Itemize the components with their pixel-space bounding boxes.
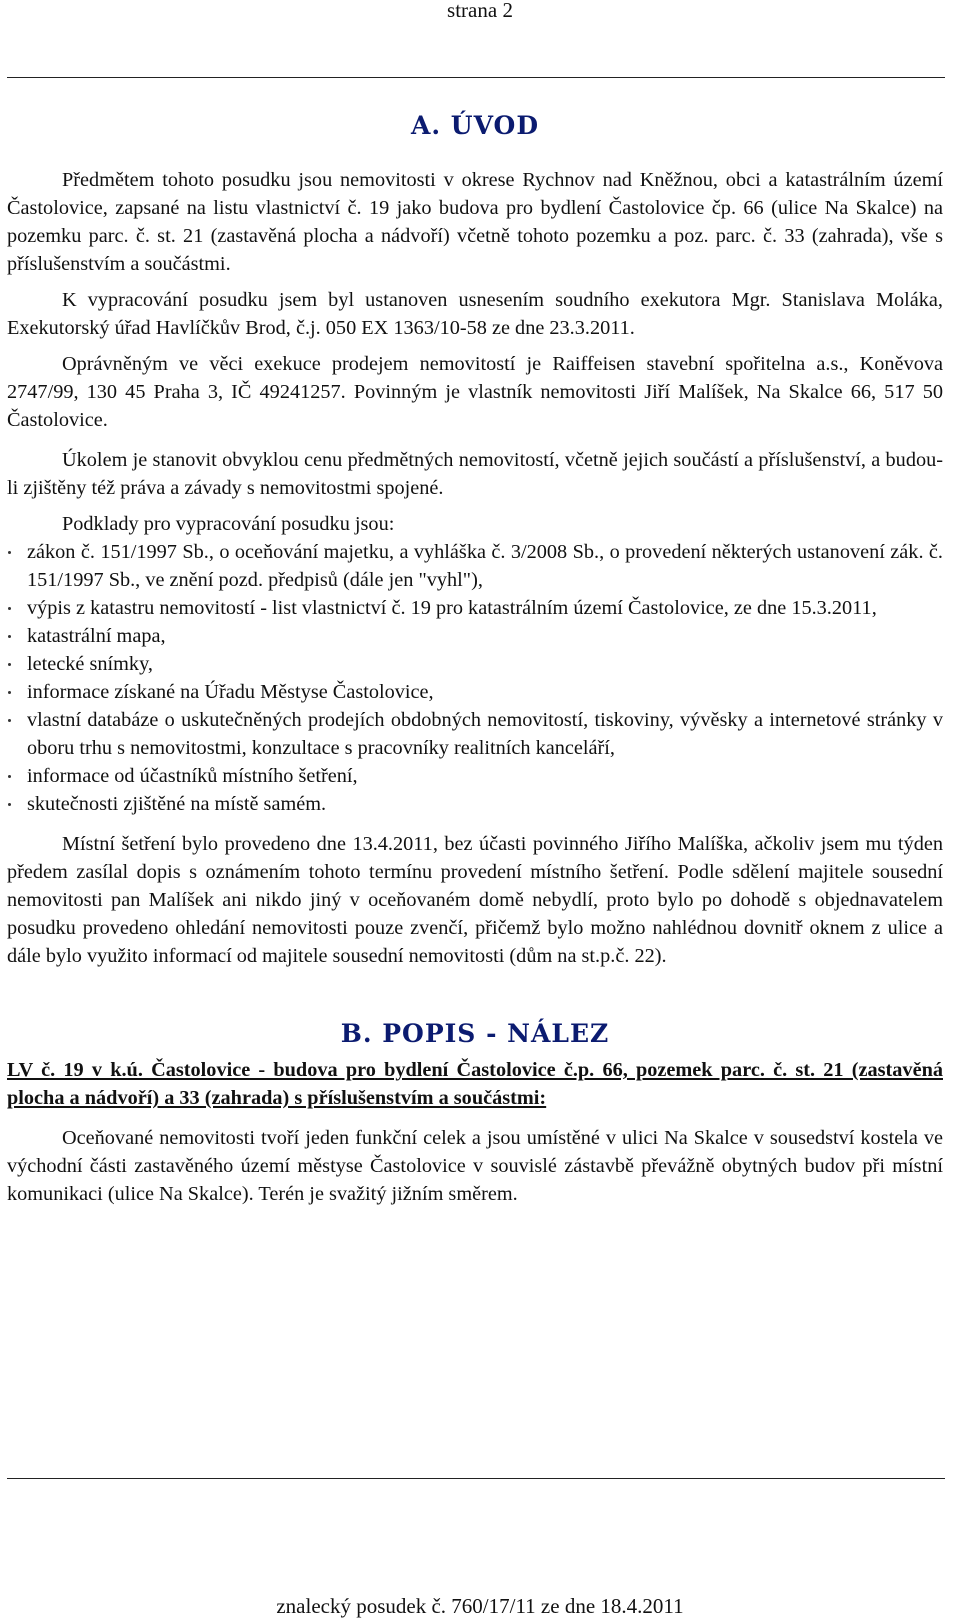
list-item: informace od účastníků místního šetření,: [7, 762, 943, 790]
document-body: [7, 108, 943, 1208]
paragraph-subject: Předmětem tohoto posudku jsou nemovitosti v okrese Rychnov nad Kněžnou, obci a katastrálním území Častolovice, zapsané na listu vlastnictví č. 19 jako budova pro bydlení Častolovice čp. 66 (ulice Na Skalce) na pozemku parc. č. st. 21 (zastavěná plocha a nádvoří) včetně tohoto pozemku a poz. parc. č. 33 (zahrada), vše s příslušenstvím a součástmi.: [7, 169, 943, 275]
sources-list: [7, 538, 943, 818]
paragraph-sources-intro: Podklady pro vypracování posudku jsou:: [62, 513, 395, 535]
header-divider: [7, 77, 945, 78]
list-item: letecké snímky,: [7, 650, 943, 678]
paragraph-parties: Oprávněným ve věci exekuce prodejem nemovitostí je Raiffeisen stavební spořitelna a.s., Koněvova 2747/99, 130 45 Praha 3, IČ 49241257. Povinným je vlastník nemovitosti Jiří Malíšek, Na Skalce 66, 517 50 Častolovice.: [7, 353, 943, 431]
list-item: výpis z katastru nemovitostí - list vlastnictví č. 19 pro katastrálním území Častolovice, ze dne 15.3.2011,: [7, 594, 943, 622]
section-a-heading: A. ÚVOD: [410, 111, 540, 140]
list-item: katastrální mapa,: [7, 622, 943, 650]
footer-divider: [7, 1478, 945, 1479]
report-reference: znalecký posudek č. 760/17/11 ze dne 18.4.2011: [276, 1594, 684, 1618]
page-number: strana 2: [447, 0, 513, 22]
list-item: skutečnosti zjištěné na místě samém.: [7, 790, 943, 818]
property-subheading: LV č. 19 v k.ú. Častolovice - budova pro bydlení Častolovice č.p. 66, pozemek parc. č. st. 21 (zastavěná plocha a nádvoří) a 33 (zahrada) s příslušenstvím a součástmi:: [7, 1059, 943, 1109]
paragraph-inspection: Místní šetření bylo provedeno dne 13.4.2011, bez účasti povinného Jiřího Malíška, ačkoliv jsem mu týden předem zasílal dopis s oznámením tohoto termínu provedení místního šetření. Podle sdělení majitele sousední nemovitosti pan Malíšek ani nikdo jiný v oceňovaném domě nebydlí, proto bylo po dohodě s objednavatelem posudku provedeno ohledání nemovitosti pouze zvenčí, přičemž bylo možno nahlédnou dovnitř oknem z ulice a dále bylo využito informací od majitele sousední nemovitosti (dům na st.p.č. 22).: [7, 833, 943, 967]
paragraph-appointment: K vypracování posudku jsem byl ustanoven usnesením soudního exekutora Mgr. Stanislava Moláka, Exekutorský úřad Havlíčkův Brod, č.j. 050 EX 1363/10-58 ze dne 23.3.2011.: [7, 289, 943, 339]
list-item: informace získané na Úřadu Městyse Častolovice,: [7, 678, 943, 706]
paragraph-task: Úkolem je stanovit obvyklou cenu předmětných nemovitostí, včetně jejich součástí a příslušenství, a budou-li zjištěny též práva a závady s nemovitostmi spojené.: [7, 449, 943, 499]
paragraph-location: Oceňované nemovitosti tvoří jeden funkční celek a jsou umístěné v ulici Na Skalce v sousedství kostela ve východní části zastavěného území městyse Častolovice v souvislé zástavbě převážně obytných budov při místní komunikaci (ulice Na Skalce). Terén je svažitý jižním směrem.: [7, 1127, 943, 1205]
list-item: zákon č. 151/1997 Sb., o oceňování majetku, a vyhláška č. 3/2008 Sb., o provedení některých ustanovení zák. č. 151/1997 Sb., ve znění pozd. předpisů (dále jen "vyhl"),: [7, 538, 943, 594]
list-item: vlastní databáze o uskutečněných prodejích obdobných nemovitostí, tiskoviny, vývěsky a internetové stránky v oboru trhu s nemovitostmi, konzultace s pracovníky realitních kanceláří,: [7, 706, 943, 762]
section-b-heading: B. POPIS - NÁLEZ: [340, 1019, 610, 1048]
